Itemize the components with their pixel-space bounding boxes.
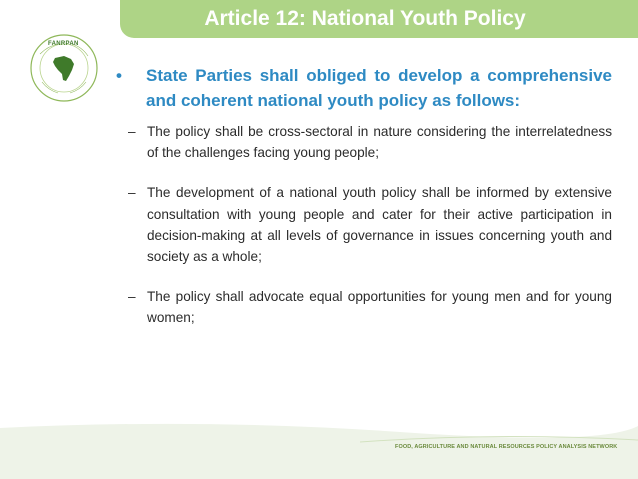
sub-bullet-item [112,286,612,328]
sub-bullet-item [112,121,612,163]
sub-bullet-text: The policy shall advocate equal opportunities for young men and for young women; [147,289,612,326]
sub-bullet-list [112,121,612,329]
dash-icon: – [128,124,136,139]
sub-bullet-text: The policy shall be cross-sectoral in nature considering the interrelatedness of the challenges facing young people; [147,124,612,161]
slide-body [112,64,612,329]
main-bullet-text: State Parties shall obliged to develop a comprehensive and coherent national youth policy as follows: [146,66,612,110]
slide-title: Article 12: National Youth Policy [204,7,526,30]
footer-organization-name: FOOD, AGRICULTURE AND NATURAL RESOURCES POLICY ANALYSIS NETWORK [395,444,618,450]
dash-icon: – [128,185,136,201]
sub-bullet-item [112,182,612,267]
africa-map-logo-icon [28,32,100,104]
bullet-icon: • [116,66,122,85]
sub-bullet-text: The development of a national youth policy shall be informed by extensive consultation with young people and cater for their active participation in decision-making at all levels of governance in issues concerning youth and society as a whole; [147,185,612,265]
logo-text: FANRPAN [48,41,79,47]
main-bullet [112,64,612,113]
dash-icon: – [128,289,136,305]
